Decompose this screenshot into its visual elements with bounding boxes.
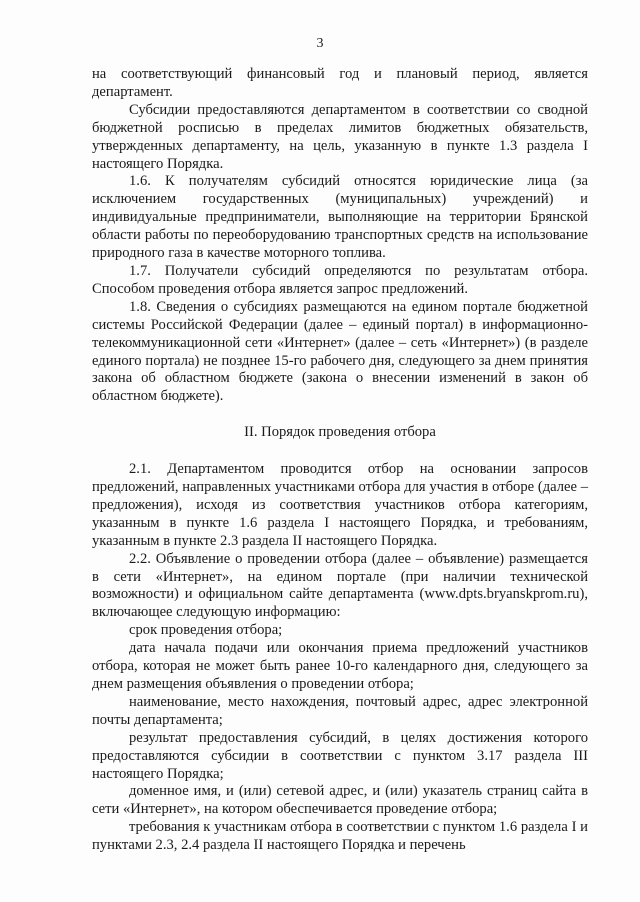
list-item-domain-name: доменное имя, и (или) сетевой адрес, и (или) указатель страниц сайта в сети «Интернет», на котором обеспечивается проведение отбора; — [92, 783, 588, 818]
list-item-department-contacts: наименование, место нахождения, почтовый адрес, адрес электронной почты департамента; — [92, 693, 588, 728]
section-title: II. Порядок проведения отбора — [244, 424, 436, 441]
list-item-participant-requirements: требования к участникам отбора в соответствии с пунктом 1.6 раздела I и пунктами 2.3, 2.4 раздела II настоящего Порядка и перечень — [92, 819, 588, 854]
paragraph-subsidies-provision: Субсидии предоставляются департаментом в соответствии со сводной бюджетной росписью в пределах лимитов бюджетных обязательств, утвержденных департаменту, на цель, указанную в пункте 1.3 раздела I настоящего Порядка. — [92, 101, 588, 172]
list-item-subsidy-result: результат предоставления субсидий, в целях достижения которого предоставляются субсидии в соответствии с пунктом 3.17 раздела III настоящего Порядка; — [92, 729, 588, 782]
paragraph-2-1: 2.1. Департаментом проводится отбор на основании запросов предложений, направленных участниками отбора для участия в отборе (далее – предложения), исходя из соответствия участников отбора категориям, указанным в пункте 1.6 раздела I настоящего Порядка, и требованиям, указанным в пункте 2.3 раздела II настоящего Порядка. — [92, 461, 588, 549]
paragraph-2-2: 2.2. Объявление о проведении отбора (далее – объявление) размещается в сети «Интернет», на едином портале (при наличии технической возможности) и официальном сайте департамента (www.dpts.bryanskprom.ru), включающее следующую информацию: — [92, 550, 588, 621]
paragraph-1-6: 1.6. К получателям субсидий относятся юридические лица (за исключением государственных (муниципальных) учреждений) и индивидуальные предприниматели, выполняющие на территории Брянской области работы по переоборудованию транспортных средств на использование природного газа в качестве моторного топлива. — [92, 173, 588, 262]
paragraph-continuation: на соответствующий финансовый год и плановый период, является департамент. — [92, 66, 588, 100]
page-number: 3 — [316, 36, 324, 51]
paragraph-1-7: 1.7. Получатели субсидий определяются по результатам отбора. Способом проведения отбора является запрос предложений. — [92, 262, 588, 297]
paragraph-1-8: 1.8. Сведения о субсидиях размещаются на едином портале бюджетной системы Российской Федерации (далее – единый портал) в информационно-телекоммуникационной сети «Интернет» (далее – сеть «Интернет») (в разделе единого портала) не позднее 15-го рабочего дня, следующего за днем принятия закона об областном бюджете (закона о внесении изменений в закон об областном бюджете). — [92, 298, 588, 405]
list-item-selection-period: срок проведения отбора; — [129, 622, 283, 639]
document-body — [92, 66, 588, 855]
list-item-submission-dates: дата начала подачи или окончания приема предложений участников отбора, которая не может быть ранее 10-го календарного дня, следующего за днем размещения объявления о проведении отбора; — [92, 640, 588, 692]
